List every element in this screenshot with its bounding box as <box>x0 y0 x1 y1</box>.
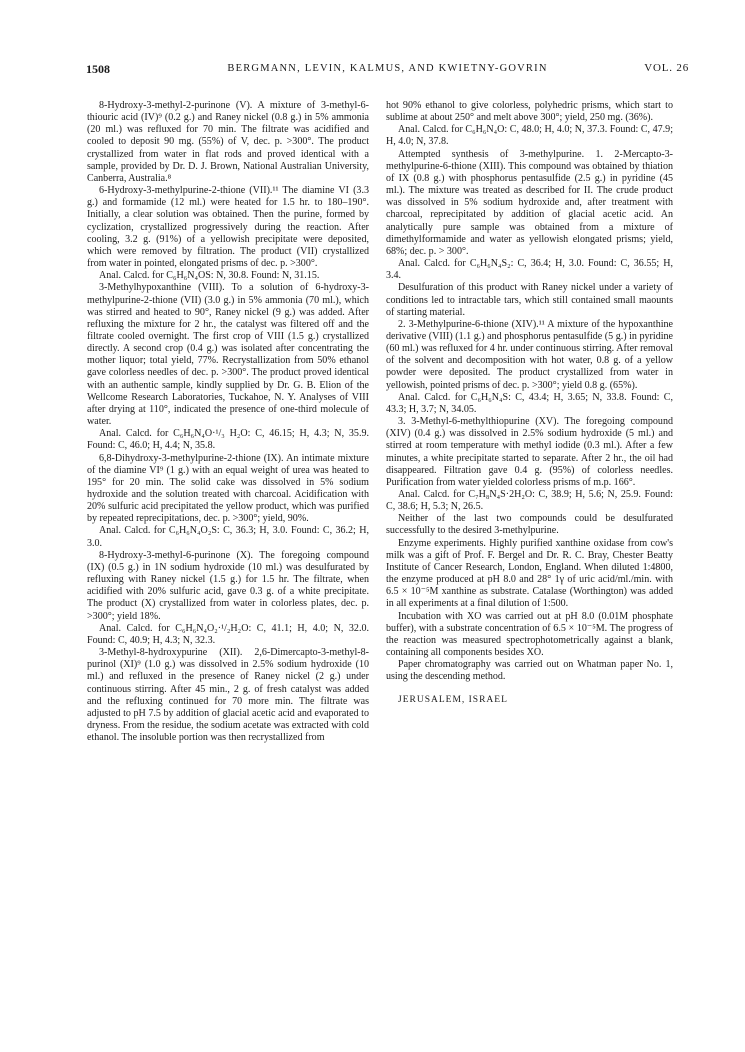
analysis-line: Anal. Calcd. for C₆H₆N₄O·¹/₃ H₂O: C, 46.15; H, 4.3; N, 35.9. Found: C, 46.0; H, 4.4; N, 35.8. <box>87 428 369 452</box>
page-number: 1508 <box>86 62 110 76</box>
paragraph: Neither of the last two compounds could be desulfurated successfully to the desired 3-methylpurine. <box>386 513 673 537</box>
paragraph: 3-Methyl-8-hydroxypurine (XII). 2,6-Dimercapto-3-methyl-8-purinol (XI)⁹ (1.0 g.) was dissolved in 2.5% sodium hydroxide (10 ml.) and refluxed in the presence of Raney nickel (2 g.) under continuous stirring. After 45 min., 2 g. of fresh catalyst was added and the refluxing continued for 70 more min. The filtrate was adjusted to pH 7.5 by addition of glacial acetic acid and evaporated to dryness. From the residue, the sodium acetate was extracted with cold ethanol. The insoluble portion was then recrystallized from <box>87 647 369 744</box>
analysis-line: Anal. Calcd. for C₆H₆N₄S: C, 43.4; H, 3.65; N, 33.8. Found: C, 43.3; H, 3.7; N, 34.05. <box>386 391 673 415</box>
affiliation-signoff: JERUSALEM, ISRAEL <box>398 694 508 705</box>
right-column <box>386 100 673 706</box>
page-header <box>86 62 689 80</box>
paragraph: Desulfuration of this product with Raney nickel under a variety of conditions led to intractable tars, which still contained small maounts of starting material. <box>386 282 673 318</box>
left-column <box>87 100 369 744</box>
paragraph: Attempted synthesis of 3-methylpurine. 1. 2-Mercapto-3-methylpurine-6-thione (XIII). This compound was obtained by thiation of IX (0.8 g.) with phosphorus pentasulfide (2.5 g.) in pyridine (45 ml.). The mixture was treated as described for II. The crude product was dissolved in 5% sodium hydroxide and, after treatment with charcoal, reprecipitated by addition of glacial acetic acid. An analytically pure sample was obtained from a mixture of dimethylformamide and water as yellowish elongated prisms; yield, 68%; dec. p. > 300°. <box>386 148 673 257</box>
volume-label: VOL. 26 <box>644 62 689 74</box>
analysis-line: Anal. Calcd. for C₆H₆N₄OS: N, 30.8. Found: N, 31.15. <box>99 270 320 282</box>
paragraph: 3-Methylhypoxanthine (VIII). To a solution of 6-hydroxy-3-methylpurine-2-thione (VII) (3.0 g.) in 5% ammonia (70 ml.), which was stirred and heated to 90°, Raney nickel (9 g.) was added. After refluxing the mixture for 2 hr., the catalyst was filtered off and the filtrate cooled overnight. The first crop of VIII (1.5 g.) crystallized directly. A second crop (0.4 g.) was isolated after concentrating the mother liquor; total yield, 77%. Recrystallization from 50% ethanol gave colorless needles of dec. p. >300°. The product proved identical with an authentic sample, kindly supplied by Dr. G. B. Elion of the Wellcome Research Laboratories, Tuckahoe, N. Y. Analyses of VIII after drying at 110°, indicated the presence of one-third molecule of water. <box>87 282 369 428</box>
analysis-line: Anal. Calcd. for C₆H₆N₄O: C, 48.0; H, 4.0; N, 37.3. Found: C, 47.9; H, 4.0; N, 37.8. <box>386 124 673 148</box>
analysis-line: Anal. Calcd. for C₆H₆N₄O₂S: C, 36.3; H, 3.0. Found: C, 36.2; H, 3.0. <box>87 525 369 549</box>
paragraph: Paper chromatography was carried out on Whatman paper No. 1, using the descending method. <box>386 659 673 683</box>
paragraph: 6,8-Dihydroxy-3-methylpurine-2-thione (IX). An intimate mixture of the diamine VI⁹ (1 g.) with an equal weight of urea was heated to 195° for 20 min. The solid cake was dissolved in 5% sodium hydroxide and the solution treated with charcoal. Acidification with 20% sulfuric acid precipitated the yellow product, which was purified by repeated reprecipitations, dec. p. >300°; yield, 90%. <box>87 452 369 525</box>
paragraph: 8-Hydroxy-3-methyl-6-purinone (X). The foregoing compound (IX) (0.5 g.) in 1N sodium hydroxide (10 ml.) was desulfurated by refluxing with Raney nickel (1.5 g.) for 1.5 hr. The filtrate, when acidified with 20% sulfuric acid, gave 0.3 g. of a white precipitate. The product (X) crystallized from water in colorless plates, dec. p. >300°; yield 18%. <box>87 549 369 622</box>
running-title: BERGMANN, LEVIN, KALMUS, AND KWIETNY-GOVRIN <box>227 63 548 74</box>
analysis-line: Anal. Calcd. for C₆H₆N₄O₂·¹/₂H₂O: C, 41.1; H, 4.0; N, 32.0. Found: C, 40.9; H, 4.3; N, 32.3. <box>87 622 369 646</box>
paragraph: Enzyme experiments. Highly purified xanthine oxidase from cow's milk was a gift of Prof. F. Bergel and Dr. R. C. Bray, Chester Beatty Institute of Cancer Research, London, England. When diluted 1:4800, the enzyme produced at pH 8.0 and 28° 1γ of uric acid/ml./min. with 6.5 × 10⁻⁵M xanthine as substrate. Catalase (Worthington) was added in all experiments at a final dilution of 1:500. <box>386 537 673 610</box>
paragraph: 3. 3-Methyl-6-methylthiopurine (XV). The foregoing compound (XIV) (0.4 g.) was dissolved in 2.5% sodium hydroxide (5 ml.) and stirred at room temperature with methyl iodide (0.3 ml.). After a few minutes, a white precipitate started to separate. After 2 hr., the oil had disappeared. Filtration gave 0.4 g. (95%) of colorless needles. Purification from water yielded colorless prisms of m.p. 166°. <box>386 416 673 488</box>
paragraph: Incubation with XO was carried out at pH 8.0 (0.01M phosphate buffer), with a substrate concentration of 6.5 × 10⁻⁵M. The progress of the reaction was measured spectrophotometrically against a blank, containing all components besides XO. <box>386 610 673 659</box>
analysis-line: Anal. Calcd. for C₆H₆N₄S₂: C, 36.4; H, 3.0. Found: C, 36.55; H, 3.4. <box>386 258 673 282</box>
paragraph: 2. 3-Methylpurine-6-thione (XIV).¹¹ A mixture of the hypoxanthine derivative (VIII) (1.1 g.) and phosphorus pentasulfide (5 g.) in pyridine (60 ml.) was refluxed for 4 hr. under continuous stirring. After removal of the solvent and decomposition with hot water, 0.8 g. of a yellow powder were deposited. The product crystallized from water in yellowish, pointed prisms of dec. p. >300°; yield 0.8 g. (65%). <box>386 318 673 391</box>
paragraph: 8-Hydroxy-3-methyl-2-purinone (V). A mixture of 3-methyl-6-thiouric acid (IV)⁹ (0.2 g.) and Raney nickel (0.8 g.) in 5% ammonia (20 ml.) was refluxed for 70 min. The filtrate was acidified and cooled to deposit 90 mg. (55%) of V, dec. p. >300°. The product crystallized from water in flat rods and proved identical with a sample, provided by Dr. D. J. Brown, National Australian University, Canberra, Australia.⁸ <box>87 100 369 184</box>
paragraph: hot 90% ethanol to give colorless, polyhedric prisms, which start to sublime at about 250° and melt above 300°; yield, 250 mg. (36%). <box>386 100 673 124</box>
analysis-line: Anal. Calcd. for C₇H₈N₄S·2H₂O: C, 38.9; H, 5.6; N, 25.9. Found: C, 38.6; H, 5.3; N, 26.5. <box>386 489 673 513</box>
paragraph: 6-Hydroxy-3-methylpurine-2-thione (VII).¹¹ The diamine VI (3.3 g.) and formamide (12 ml.) were heated for 1.5 hr. to 180–190°. Initially, a clear solution was obtained. Then the purine, formed by cyclization, crystallized progressively during the reaction. After cooling, 3.2 g. (91%) of a yellowish precipitate were deposited, which were removed by filtration. The product (VII) crystallized from water in pointed, elongated prisms of dec. p. >300°. <box>87 185 369 270</box>
